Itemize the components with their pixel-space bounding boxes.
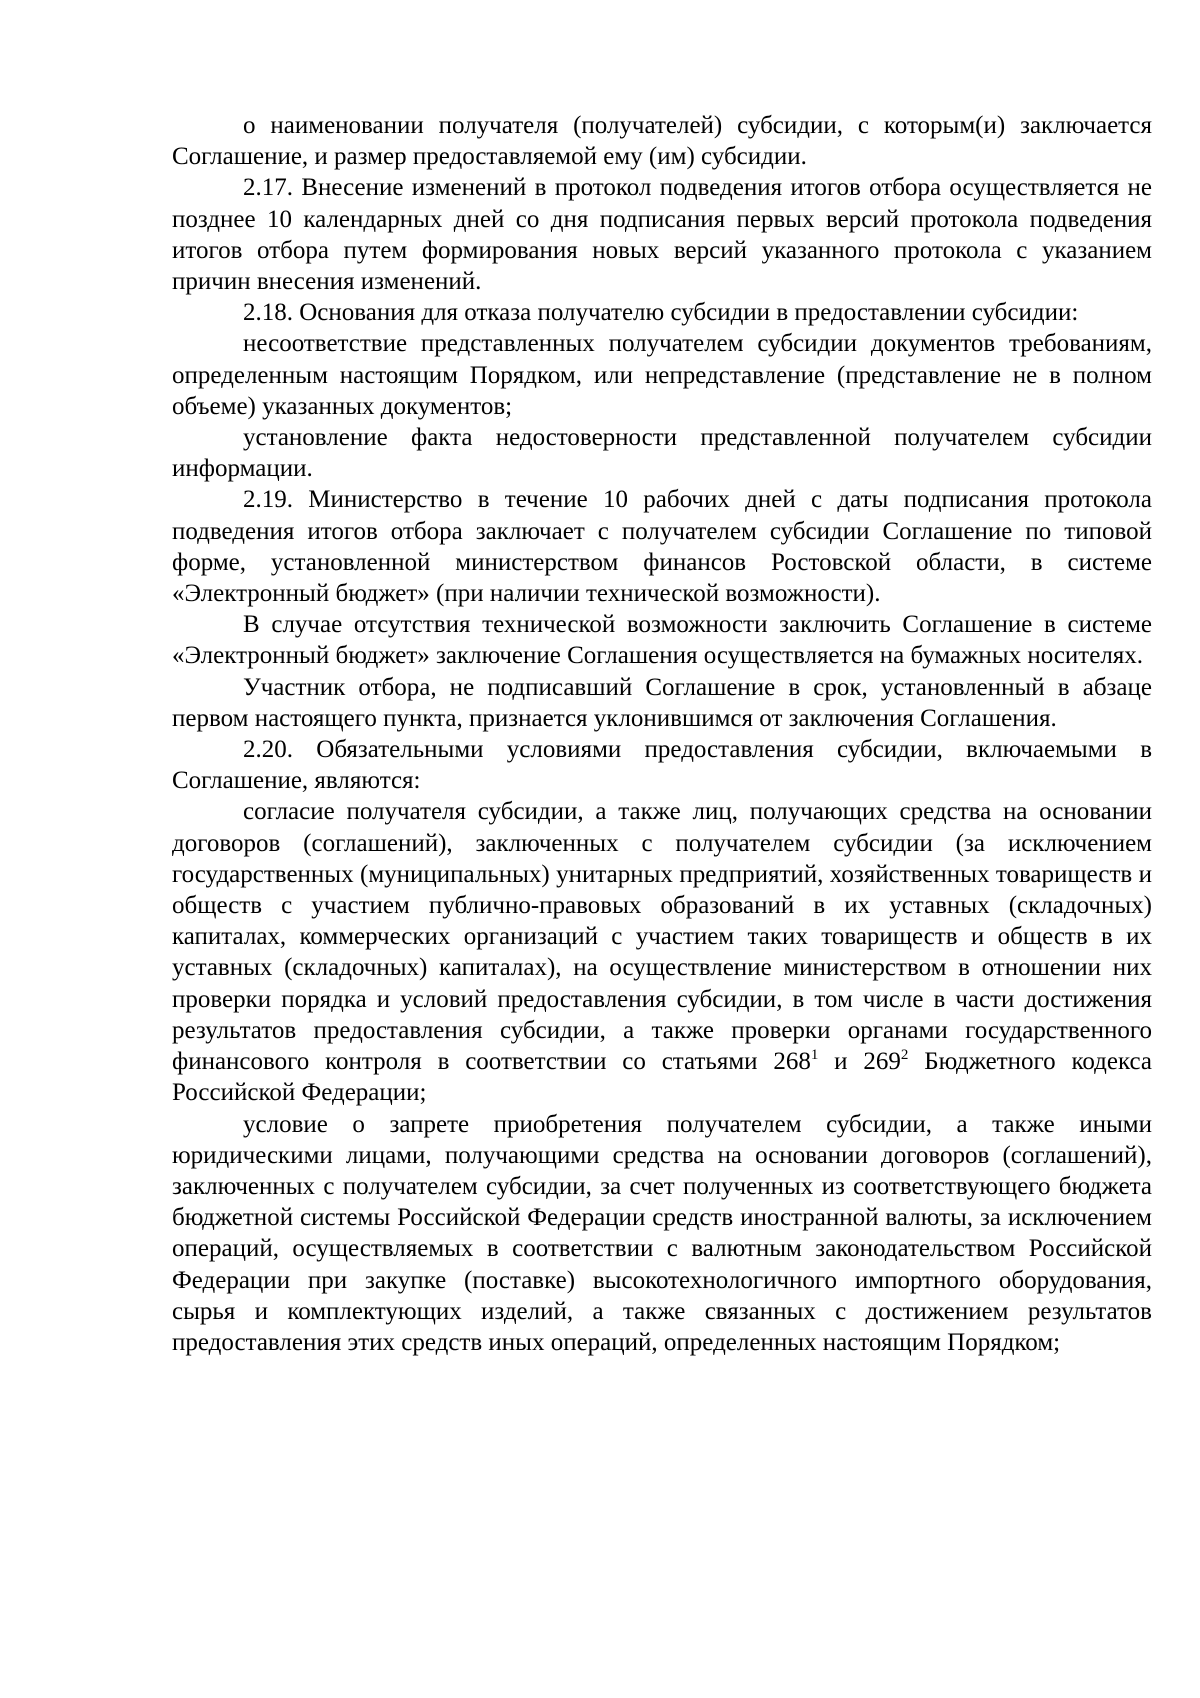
paragraph-paper-agreement: В случае отсутствия технической возможности заключить Соглашение в системе «Электронный бюджет» заключение Соглашения осуществляется на бумажных носителях.: [172, 611, 1152, 670]
consent-conjunction: и: [818, 1048, 864, 1076]
paragraph-recipient-name: о наименовании получателя (получателей) субсидии, с которым(и) заключается Соглашение, и размер предоставляемой ему (им) субсидии.: [172, 112, 1152, 171]
paragraph-evasion: Участник отбора, не подписавший Соглашение в срок, установленный в абзаце первом настоящего пункта, признается уклонившимся от заключения Соглашения.: [172, 673, 1152, 732]
paragraph-2-19: 2.19. Министерство в течение 10 рабочих дней с даты подписания протокола подведения итогов отбора заключает с получателем субсидии Соглашение по типовой форме, установленной министерством финансов Ростовской области, в системе «Электронный бюджет» (при наличии технической возможности).: [172, 486, 1152, 608]
consent-text-before: согласие получателя субсидии, а также лиц, получающих средства на основании договоров (соглашений), заключенных с получателем субсидии (за исключением государственных (муниципальных) унитарных предприятий, хозяйственных товариществ и обществ с участием публично-правовых образований в их уставных (складочных) капиталах, коммерческих организаций с участием таких товариществ и обществ в их уставных (складочных) капиталах), на осуществление министерством в отношении них проверки порядка и условий предоставления субсидии, в том числе в части достижения результатов предоставления субсидии, а также проверки органами государственного финансового контроля в соответствии со статьями: [172, 798, 1152, 1076]
article-269: 269: [863, 1048, 901, 1076]
paragraph-refusal-ground-1: несоответствие представленных получателем субсидии документов требованиям, определенным настоящим Порядком, или непредставление (представление не в полном объеме) указанных документов;: [172, 330, 1152, 420]
paragraph-consent-condition: [172, 796, 1152, 1108]
paragraph-2-18: 2.18. Основания для отказа получателю субсидии в предоставлении субсидии:: [243, 299, 1079, 327]
paragraph-refusal-ground-2: установление факта недостоверности представленной получателем субсидии информации.: [172, 424, 1152, 483]
consent-text-after: Бюджетного кодекса Российской Федерации;: [172, 1048, 1152, 1107]
paragraph-2-17: 2.17. Внесение изменений в протокол подведения итогов отбора осуществляется не позднее 10 календарных дней со дня подписания первых версий протокола подведения итогов отбора путем формирования новых версий указанного протокола с указанием причин внесения изменений.: [172, 174, 1152, 296]
paragraph-currency-prohibition: условие о запрете приобретения получателем субсидии, а также иными юридическими лицами, получающими средства на основании договоров (соглашений), заключенных с получателем субсидии, за счет полученных из соответствующего бюджета бюджетной системы Российской Федерации средств иностранной валюты, за исключением операций, осуществляемых в соответствии с валютным законодательством Российской Федерации при закупке (поставке) высокотехнологичного импортного оборудования, сырья и комплектующих изделий, а также связанных с достижением результатов предоставления этих средств иных операций, определенных настоящим Порядком;: [172, 1110, 1152, 1356]
article-268-superscript: 1: [810, 1047, 819, 1064]
document-page: [172, 110, 1152, 1358]
paragraph-2-20: 2.20. Обязательными условиями предоставления субсидии, включаемыми в Соглашение, являются:: [172, 736, 1152, 795]
article-268: 268: [773, 1048, 811, 1076]
article-269-superscript: 2: [900, 1047, 909, 1064]
